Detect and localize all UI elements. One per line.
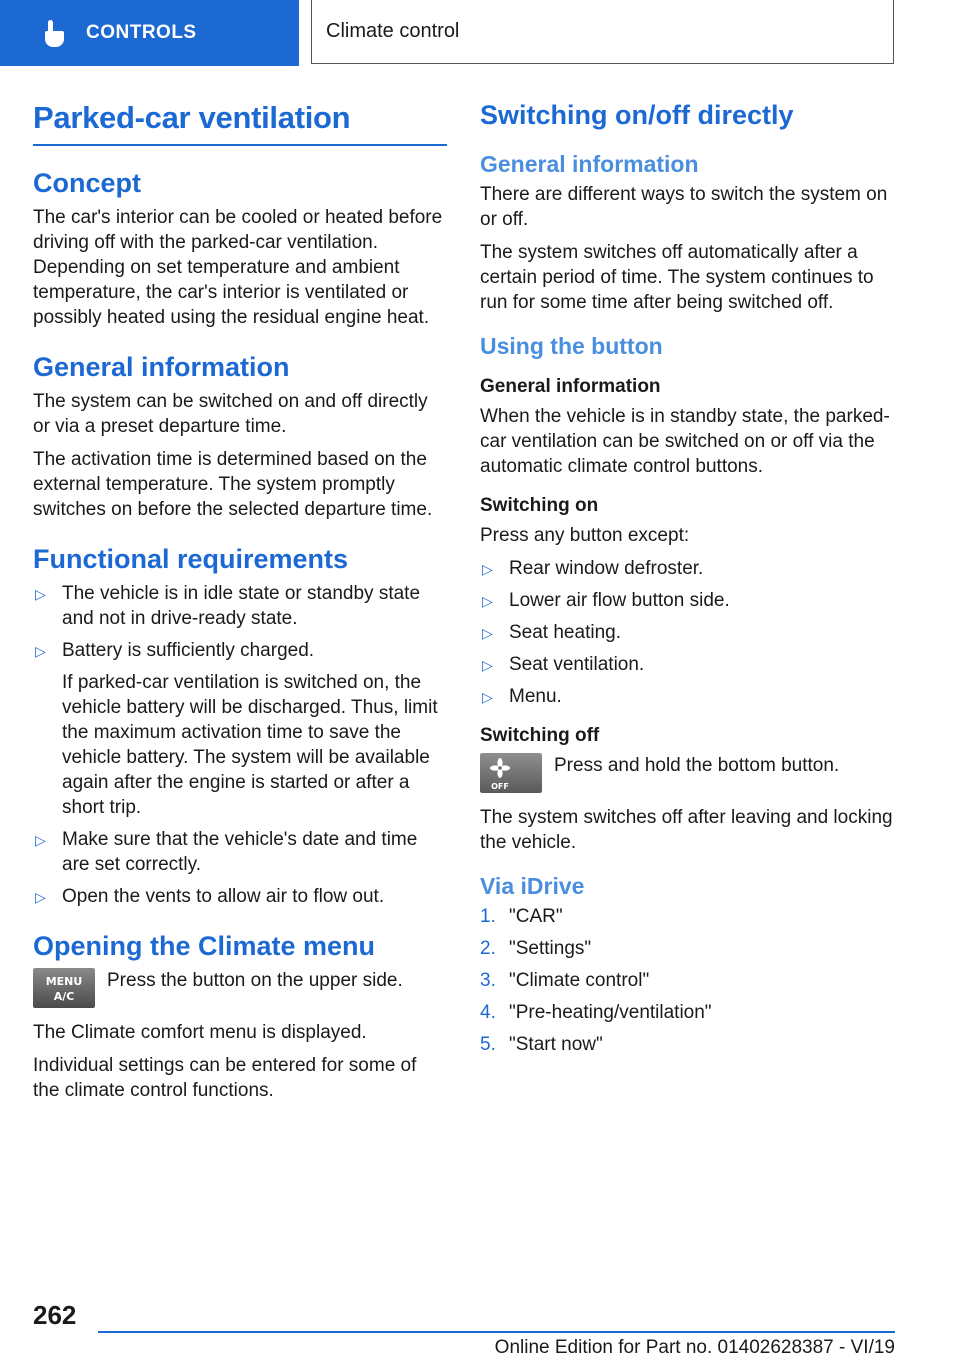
edition-text: Online Edition for Part no. 01402628387 - VI/19: [494, 1337, 895, 1358]
idrive-heading: Via iDrive: [480, 873, 585, 899]
switching-on-text: Press any button except:: [480, 525, 690, 546]
footer-divider: [98, 1331, 895, 1333]
list-item: 3. "Climate control": [480, 970, 650, 991]
list-item: ▷ Menu.: [480, 684, 895, 709]
section-title: CONTROLS: [86, 22, 197, 43]
general-info-text-2: The activation time is determined based on the external temperature. The system promptly switches on before the selected departure time.: [33, 449, 433, 520]
svg-text:OFF: OFF: [491, 782, 509, 791]
button-general-heading: General information: [480, 376, 661, 397]
hand-pointer-icon: [40, 18, 66, 48]
triangle-bullet-icon: ▷: [482, 657, 493, 673]
idrive-steps: [480, 904, 895, 1057]
off-button-row: [480, 753, 895, 793]
triangle-bullet-icon: ▷: [482, 625, 493, 641]
general-info-heading: General information: [33, 352, 290, 382]
list-item: ▷ The vehicle is in idle state or standby state and not in drive-ready state.: [35, 583, 421, 629]
switching-off-heading: Switching off: [480, 725, 600, 746]
climate-menu-heading: Opening the Climate menu: [33, 931, 376, 961]
triangle-bullet-icon: ▷: [482, 561, 493, 577]
switching-heading: Switching on/off directly: [480, 100, 794, 130]
general-info-right-text-2: The system switches off automatically after a certain period of time. The system continues to run for some time after being switched off.: [480, 242, 874, 313]
switching-on-heading: Switching on: [480, 495, 599, 516]
concept-text: The car's interior can be cooled or heated before driving off with the parked-car ventilation. Depending on set temperature and ambient temperature, the car's interior is ventilated or possibly heated using the residual engine heat.: [33, 207, 443, 328]
list-item: ▷ Open the vents to allow air to flow out.: [33, 884, 447, 909]
list-item: ▷ Seat ventilation.: [480, 652, 895, 677]
general-info-text-1: The system can be switched on and off directly or via a preset departure time.: [33, 391, 428, 437]
triangle-bullet-icon: ▷: [35, 832, 46, 848]
climate-menu-text-1: The Climate comfort menu is displayed.: [33, 1022, 367, 1043]
triangle-bullet-icon: ▷: [482, 593, 493, 609]
page-number: 262: [33, 1300, 77, 1330]
triangle-bullet-icon: ▷: [482, 689, 493, 705]
menu-button-text: Press the button on the upper side.: [107, 970, 403, 991]
list-item: ▷ Lower air flow button side.: [480, 588, 895, 613]
general-info-heading-right: General information: [480, 151, 699, 177]
page-title: Parked-car ventilation: [33, 96, 447, 146]
list-item: ▷ Seat heating.: [480, 620, 895, 645]
chapter-header: [311, 0, 894, 64]
list-item: ▷ Make sure that the vehicle's date and time are set correctly.: [35, 829, 418, 875]
section-tab: [0, 0, 299, 66]
svg-text:A/C: A/C: [53, 990, 75, 1003]
list-item: 1. "CAR": [480, 906, 563, 927]
switching-off-text: Press and hold the bottom button.: [554, 755, 840, 776]
requirements-list: [33, 581, 447, 909]
triangle-bullet-icon: ▷: [35, 586, 46, 602]
svg-text:MENU: MENU: [45, 975, 83, 988]
list-item: 4. "Pre-heating/ventilation": [480, 1002, 712, 1023]
battery-note: If parked-car ventilation is switched on, the vehicle battery will be discharged. Thus, limit the maximum activation time to save the vehicle battery. The system will be available again after the engine is started or after a short trip.: [62, 672, 438, 818]
list-item: 5. "Start now": [480, 1034, 603, 1055]
left-column: [33, 96, 447, 1111]
list-item: ▷ Rear window defroster.: [480, 556, 895, 581]
menu-ac-button-icon: [33, 968, 95, 1008]
switching-off-note: The system switches off after leaving and locking the vehicle.: [480, 807, 893, 853]
chapter-title: Climate control: [326, 20, 460, 42]
triangle-bullet-icon: ▷: [35, 889, 46, 905]
general-info-right-text-1: There are different ways to switch the system on or off.: [480, 184, 888, 230]
button-general-text: When the vehicle is in standby state, the parked-car ventilation can be switched on or off via the automatic climate control buttons.: [480, 406, 890, 477]
climate-menu-text-2: Individual settings can be entered for some of the climate control functions.: [33, 1055, 417, 1101]
requirements-heading: Functional requirements: [33, 544, 349, 574]
list-item: 2. "Settings": [480, 938, 592, 959]
triangle-bullet-icon: ▷: [35, 643, 46, 659]
switching-on-list: [480, 556, 895, 709]
using-button-heading: Using the button: [480, 333, 663, 359]
concept-heading: Concept: [33, 168, 141, 198]
menu-button-row: [33, 968, 447, 1008]
right-column: [480, 96, 895, 1064]
list-item: ▷ Battery is sufficiently charged. If parked-car ventilation is switched on, the vehicle battery will be discharged. Thus, limit the maximum activation time to save the vehicle battery. The system will be available again after the engine is started or after a short trip.: [33, 638, 447, 820]
fan-off-button-icon: [480, 753, 542, 793]
